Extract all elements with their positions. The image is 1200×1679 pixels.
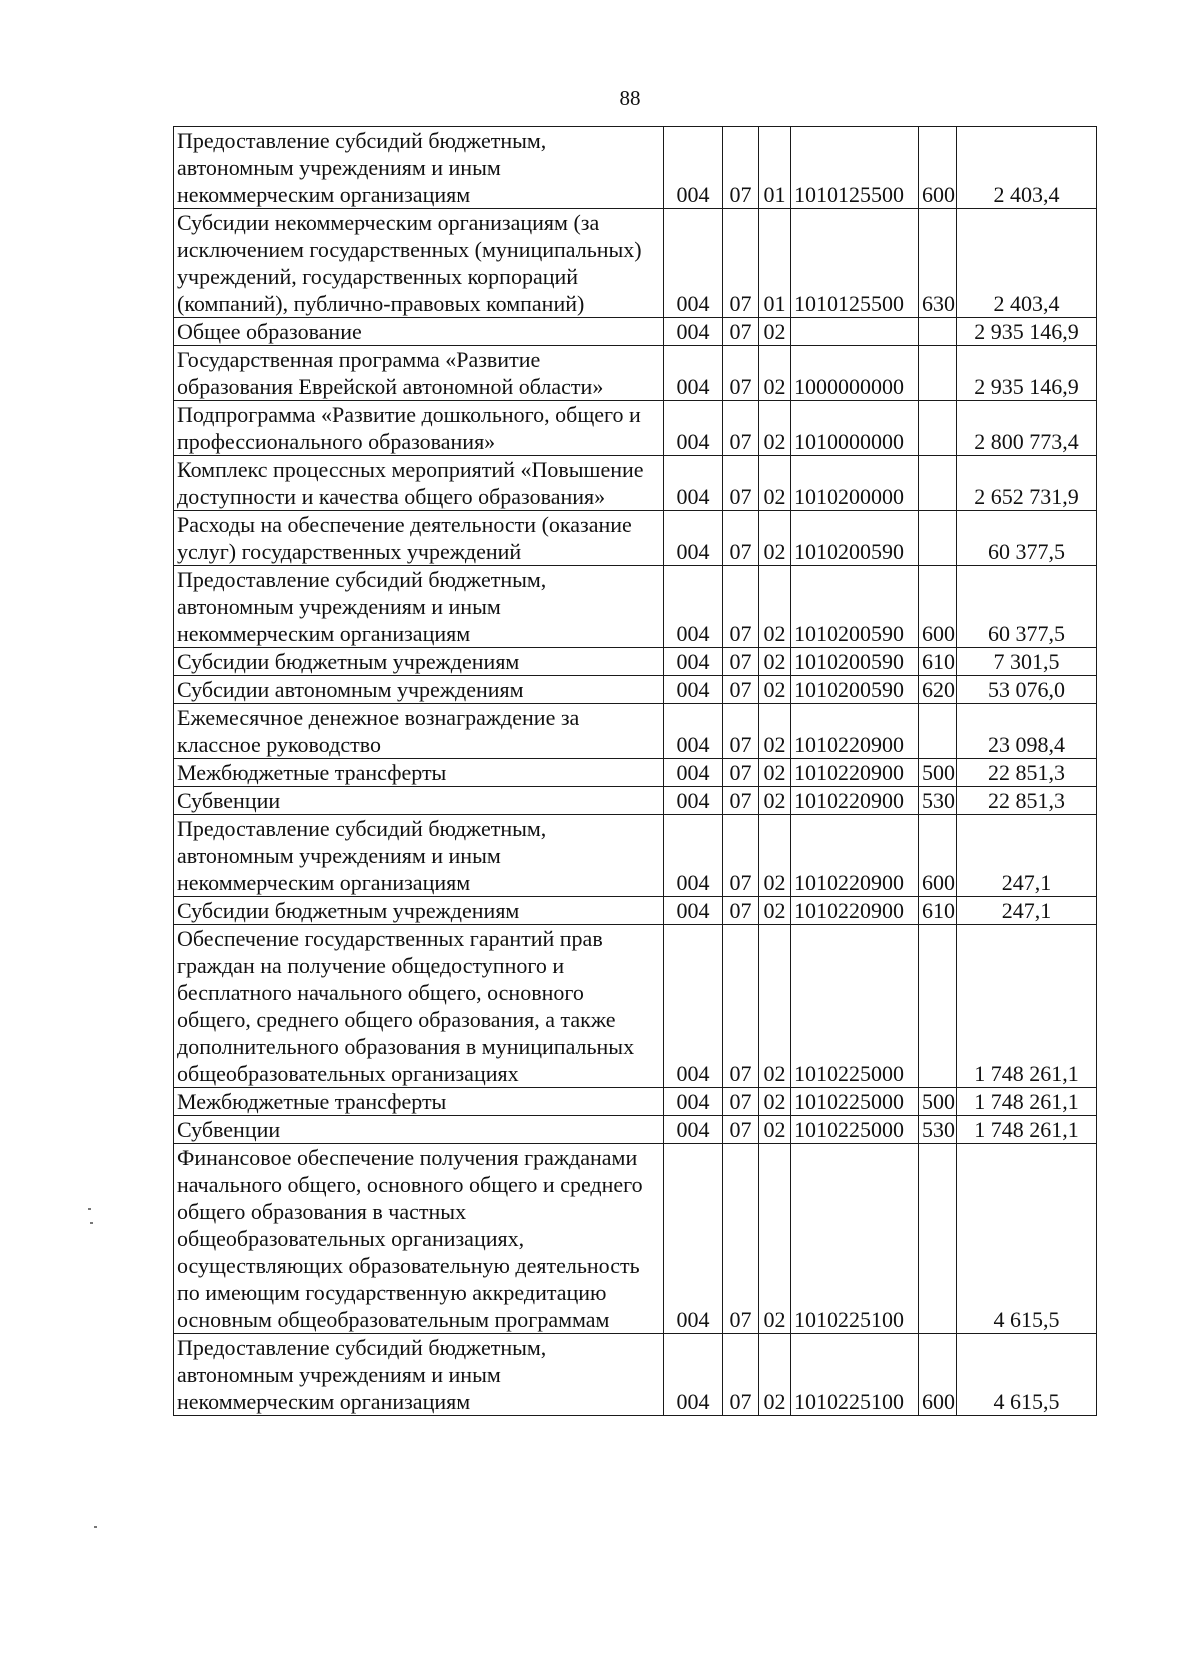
- row-name: Предоставление субсидий бюджетным, автономным учреждениям и иным некоммерческим организациям: [174, 1334, 664, 1416]
- row-expense-type-code: 620: [919, 676, 957, 704]
- row-target-article-code: 1010225000: [791, 1116, 919, 1144]
- row-subsection-code: 02: [759, 456, 791, 511]
- row-amount: 4 615,5: [957, 1144, 1097, 1334]
- row-section-code: 07: [723, 1116, 759, 1144]
- row-name: Предоставление субсидий бюджетным, автономным учреждениям и иным некоммерческим организациям: [174, 815, 664, 897]
- row-grbs-code: 004: [664, 456, 723, 511]
- table-row: [174, 127, 1097, 209]
- row-name: Подпрограмма «Развитие дошкольного, общего и профессионального образования»: [174, 401, 664, 456]
- row-target-article-code: 1010225100: [791, 1144, 919, 1334]
- row-subsection-code: 02: [759, 1116, 791, 1144]
- row-target-article-code: 1010125500: [791, 127, 919, 209]
- row-section-code: 07: [723, 401, 759, 456]
- row-expense-type-code: [919, 456, 957, 511]
- row-name: Предоставление субсидий бюджетным, автономным учреждениям и иным некоммерческим организациям: [174, 127, 664, 209]
- row-grbs-code: 004: [664, 759, 723, 787]
- row-target-article-code: 1010200590: [791, 676, 919, 704]
- table-row: [174, 209, 1097, 318]
- row-name: Предоставление субсидий бюджетным, автономным учреждениям и иным некоммерческим организациям: [174, 566, 664, 648]
- row-subsection-code: 02: [759, 1144, 791, 1334]
- row-subsection-code: 02: [759, 704, 791, 759]
- row-section-code: 07: [723, 127, 759, 209]
- margin-dot: [90, 1222, 93, 1224]
- row-grbs-code: 004: [664, 1334, 723, 1416]
- row-expense-type-code: 610: [919, 897, 957, 925]
- row-amount: 247,1: [957, 897, 1097, 925]
- table-row: [174, 787, 1097, 815]
- row-grbs-code: 004: [664, 511, 723, 566]
- row-target-article-code: 1010125500: [791, 209, 919, 318]
- row-expense-type-code: 600: [919, 1334, 957, 1416]
- row-grbs-code: 004: [664, 704, 723, 759]
- row-target-article-code: 1010225000: [791, 925, 919, 1088]
- row-expense-type-code: 530: [919, 1116, 957, 1144]
- table-row: [174, 815, 1097, 897]
- row-target-article-code: 1010200590: [791, 648, 919, 676]
- row-name: Межбюджетные трансферты: [174, 759, 664, 787]
- row-grbs-code: 004: [664, 925, 723, 1088]
- margin-dot: [88, 1208, 91, 1210]
- table-row: [174, 318, 1097, 346]
- row-amount: 247,1: [957, 815, 1097, 897]
- row-target-article-code: 1010200590: [791, 511, 919, 566]
- row-subsection-code: 02: [759, 346, 791, 401]
- table-row: [174, 1334, 1097, 1416]
- row-amount: 22 851,3: [957, 759, 1097, 787]
- table-row: [174, 704, 1097, 759]
- row-grbs-code: 004: [664, 566, 723, 648]
- row-expense-type-code: [919, 318, 957, 346]
- row-subsection-code: 02: [759, 815, 791, 897]
- row-target-article-code: 1010225000: [791, 1088, 919, 1116]
- row-section-code: 07: [723, 1088, 759, 1116]
- row-grbs-code: 004: [664, 1088, 723, 1116]
- row-expense-type-code: 610: [919, 648, 957, 676]
- row-amount: 60 377,5: [957, 511, 1097, 566]
- row-grbs-code: 004: [664, 401, 723, 456]
- row-amount: 1 748 261,1: [957, 925, 1097, 1088]
- row-subsection-code: 02: [759, 897, 791, 925]
- row-target-article-code: 1000000000: [791, 346, 919, 401]
- row-name: Субвенции: [174, 787, 664, 815]
- table-row: [174, 925, 1097, 1088]
- row-expense-type-code: 530: [919, 787, 957, 815]
- row-grbs-code: 004: [664, 1116, 723, 1144]
- row-amount: 1 748 261,1: [957, 1088, 1097, 1116]
- row-expense-type-code: 500: [919, 1088, 957, 1116]
- table-row: [174, 1088, 1097, 1116]
- table-row: [174, 511, 1097, 566]
- row-grbs-code: 004: [664, 897, 723, 925]
- table-row: [174, 897, 1097, 925]
- row-subsection-code: 02: [759, 511, 791, 566]
- row-name: Государственная программа «Развитие образования Еврейской автономной области»: [174, 346, 664, 401]
- row-subsection-code: 02: [759, 318, 791, 346]
- row-expense-type-code: [919, 511, 957, 566]
- row-name: Ежемесячное денежное вознаграждение за классное руководство: [174, 704, 664, 759]
- table-row: [174, 648, 1097, 676]
- row-expense-type-code: 600: [919, 566, 957, 648]
- row-grbs-code: 004: [664, 1144, 723, 1334]
- row-amount: 2 935 146,9: [957, 346, 1097, 401]
- row-expense-type-code: 500: [919, 759, 957, 787]
- row-amount: 1 748 261,1: [957, 1116, 1097, 1144]
- row-target-article-code: [791, 318, 919, 346]
- row-subsection-code: 02: [759, 787, 791, 815]
- row-section-code: 07: [723, 897, 759, 925]
- row-grbs-code: 004: [664, 648, 723, 676]
- row-name: Межбюджетные трансферты: [174, 1088, 664, 1116]
- row-amount: 2 403,4: [957, 209, 1097, 318]
- row-section-code: 07: [723, 925, 759, 1088]
- row-amount: 22 851,3: [957, 787, 1097, 815]
- row-expense-type-code: 630: [919, 209, 957, 318]
- row-amount: 60 377,5: [957, 566, 1097, 648]
- row-section-code: 07: [723, 566, 759, 648]
- row-amount: 23 098,4: [957, 704, 1097, 759]
- row-subsection-code: 02: [759, 401, 791, 456]
- row-target-article-code: 1010220900: [791, 897, 919, 925]
- row-section-code: 07: [723, 704, 759, 759]
- row-name: Расходы на обеспечение деятельности (оказание услуг) государственных учреждений: [174, 511, 664, 566]
- row-section-code: 07: [723, 511, 759, 566]
- row-amount: 2 800 773,4: [957, 401, 1097, 456]
- row-grbs-code: 004: [664, 346, 723, 401]
- row-expense-type-code: 600: [919, 127, 957, 209]
- row-target-article-code: 1010220900: [791, 704, 919, 759]
- row-section-code: 07: [723, 456, 759, 511]
- row-target-article-code: 1010200590: [791, 566, 919, 648]
- row-amount: 2 935 146,9: [957, 318, 1097, 346]
- table-row: [174, 1144, 1097, 1334]
- row-amount: 7 301,5: [957, 648, 1097, 676]
- row-grbs-code: 004: [664, 676, 723, 704]
- row-target-article-code: 1010220900: [791, 787, 919, 815]
- row-name: Субсидии бюджетным учреждениям: [174, 648, 664, 676]
- row-amount: 53 076,0: [957, 676, 1097, 704]
- table-row: [174, 759, 1097, 787]
- row-subsection-code: 02: [759, 759, 791, 787]
- table-row: [174, 456, 1097, 511]
- row-target-article-code: 1010220900: [791, 815, 919, 897]
- row-section-code: 07: [723, 209, 759, 318]
- row-subsection-code: 02: [759, 676, 791, 704]
- row-subsection-code: 02: [759, 1088, 791, 1116]
- row-expense-type-code: 600: [919, 815, 957, 897]
- row-expense-type-code: [919, 925, 957, 1088]
- row-target-article-code: 1010225100: [791, 1334, 919, 1416]
- row-section-code: 07: [723, 1144, 759, 1334]
- row-name: Общее образование: [174, 318, 664, 346]
- budget-table-body: [174, 127, 1097, 1416]
- row-amount: 4 615,5: [957, 1334, 1097, 1416]
- row-grbs-code: 004: [664, 209, 723, 318]
- table-row: [174, 1116, 1097, 1144]
- row-name: Финансовое обеспечение получения гражданами начального общего, основного общего и среднего общего образования в частных общеобразовательных организациях, осуществляющих образовательную деятельность по имеющим государственную аккредитацию основным общеобразовательным программам: [174, 1144, 664, 1334]
- row-name: Обеспечение государственных гарантий прав граждан на получение общедоступного и бесплатного начального общего, основного общего, среднего общего образования, а также дополнительного образования в муниципальных общеобразовательных организациях: [174, 925, 664, 1088]
- row-section-code: 07: [723, 787, 759, 815]
- row-subsection-code: 02: [759, 566, 791, 648]
- row-section-code: 07: [723, 318, 759, 346]
- row-expense-type-code: [919, 1144, 957, 1334]
- table-row: [174, 401, 1097, 456]
- row-name: Субсидии бюджетным учреждениям: [174, 897, 664, 925]
- row-section-code: 07: [723, 648, 759, 676]
- row-name: Субсидии некоммерческим организациям (за исключением государственных (муниципальных) учреждений, государственных корпораций (компаний), публично-правовых компаний): [174, 209, 664, 318]
- row-grbs-code: 004: [664, 815, 723, 897]
- row-subsection-code: 02: [759, 1334, 791, 1416]
- row-amount: 2 652 731,9: [957, 456, 1097, 511]
- row-grbs-code: 004: [664, 787, 723, 815]
- row-name: Субвенции: [174, 1116, 664, 1144]
- row-subsection-code: 01: [759, 209, 791, 318]
- row-expense-type-code: [919, 704, 957, 759]
- table-row: [174, 346, 1097, 401]
- row-section-code: 07: [723, 759, 759, 787]
- margin-dot: [94, 1526, 97, 1528]
- row-grbs-code: 004: [664, 318, 723, 346]
- row-name: Комплекс процессных мероприятий «Повышение доступности и качества общего образования»: [174, 456, 664, 511]
- row-subsection-code: 01: [759, 127, 791, 209]
- row-expense-type-code: [919, 346, 957, 401]
- row-subsection-code: 02: [759, 648, 791, 676]
- row-section-code: 07: [723, 1334, 759, 1416]
- row-target-article-code: 1010220900: [791, 759, 919, 787]
- row-target-article-code: 1010000000: [791, 401, 919, 456]
- budget-table: [173, 126, 1097, 1416]
- row-name: Субсидии автономным учреждениям: [174, 676, 664, 704]
- row-grbs-code: 004: [664, 127, 723, 209]
- row-section-code: 07: [723, 676, 759, 704]
- page-number: 88: [619, 86, 641, 110]
- row-amount: 2 403,4: [957, 127, 1097, 209]
- row-subsection-code: 02: [759, 925, 791, 1088]
- row-section-code: 07: [723, 346, 759, 401]
- row-expense-type-code: [919, 401, 957, 456]
- row-section-code: 07: [723, 815, 759, 897]
- row-target-article-code: 1010200000: [791, 456, 919, 511]
- table-row: [174, 676, 1097, 704]
- table-row: [174, 566, 1097, 648]
